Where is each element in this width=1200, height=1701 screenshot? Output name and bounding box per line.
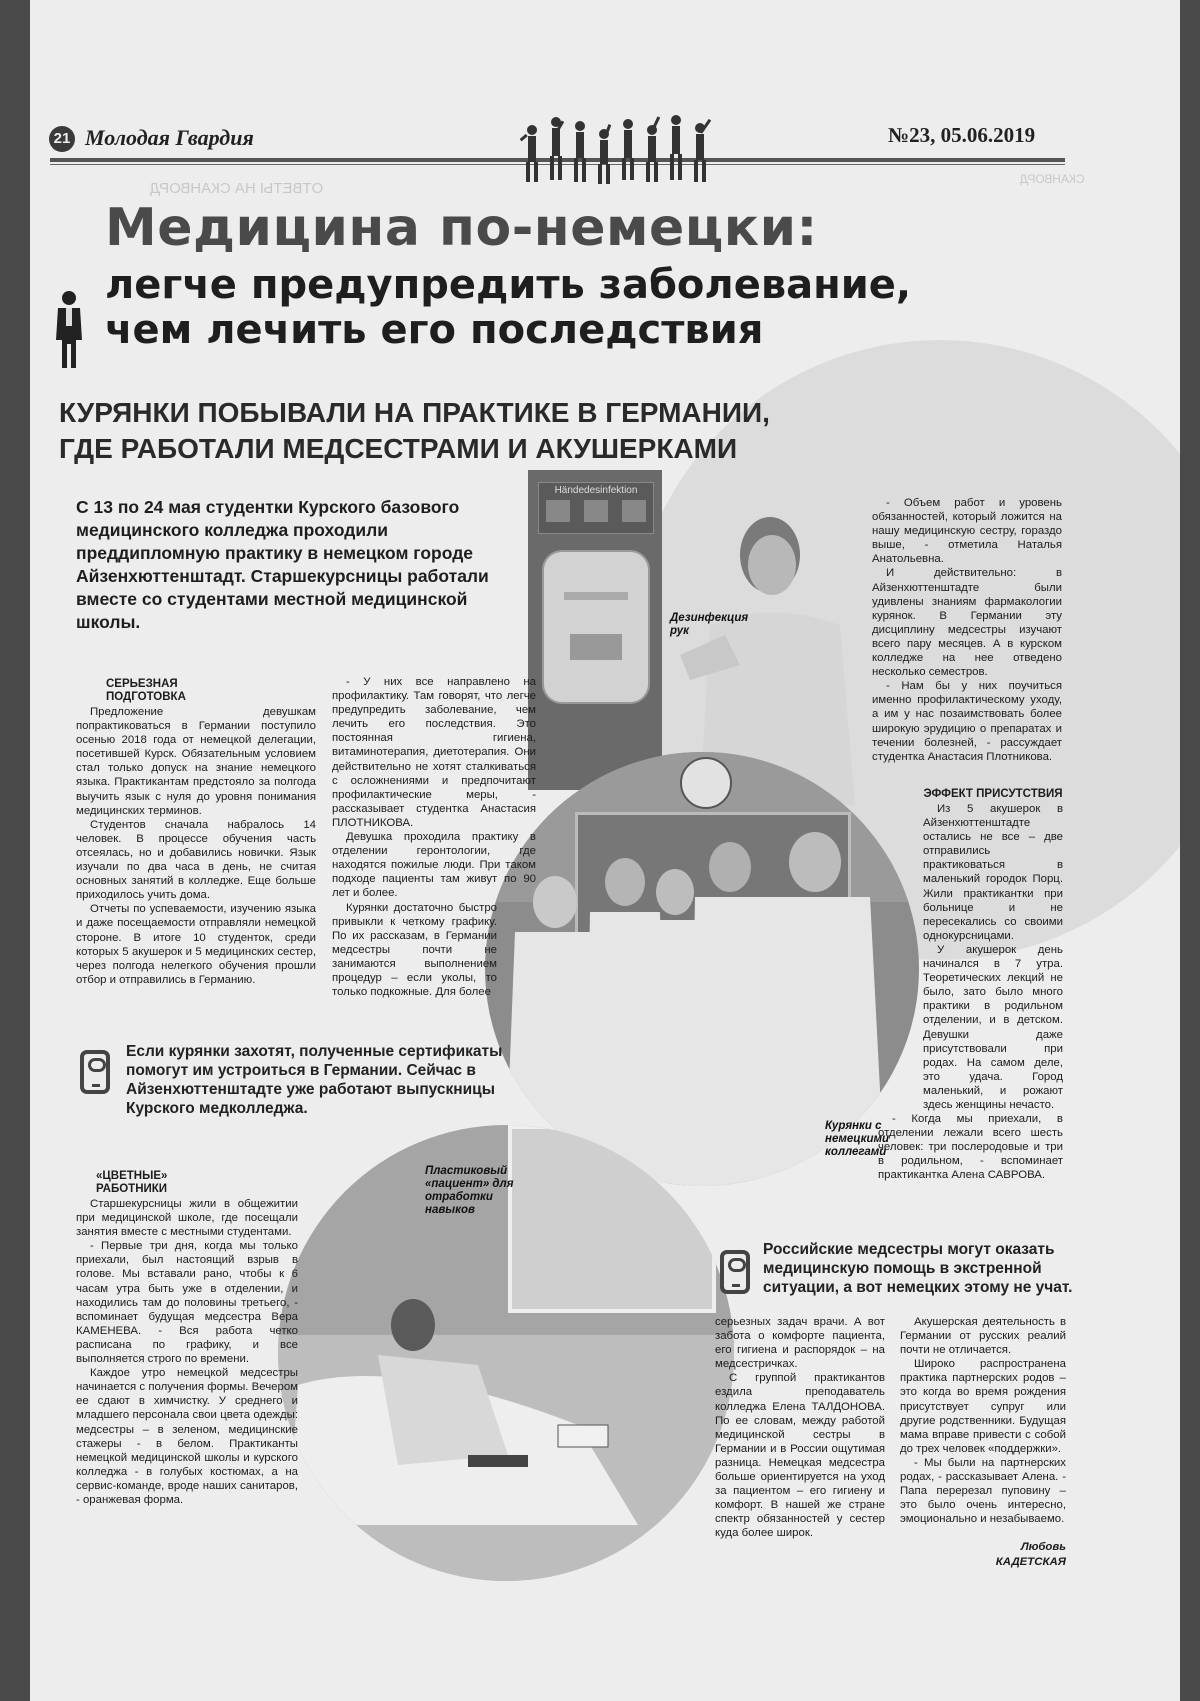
paragraph: С группой практикантов ездила преподаватель колледжа Елена ТАЛДОНОВА. По ее словам, между работой медицинской сестры в Германии и в России ощутимая разница. Немецкая медсестра больше ориентируется на уход за пациентом – его гигиену и комфорт. В нашей же стране спектр обязанностей у сестер куда более широк. (715, 1372, 885, 1540)
column-serious-preparation (76, 678, 316, 987)
photo-dispenser-panel (528, 470, 662, 790)
headline-line-1: Медицина по-немецки: (105, 198, 818, 258)
caption-patient: Пластиковый «пациент» для отработки навыков (425, 1165, 514, 1216)
paragraph: - Нам бы у них поучиться именно профилактическому уходу, а им у нас позаимствовать более широкую эрудицию о препаратах и течении болезней, - рассуждает студентка Анастасия Плотникова. (872, 680, 1062, 763)
paragraph: Из 5 акушерок в Айзенхюттенштадте остались не все – две отправились практиковаться в маленький городок Порц. Жили практикантки при больнице и не пересекались со своими однокурсницами. (923, 803, 1063, 942)
paragraph: Предложение девушкам попрактиковаться в Германии поступило осенью 2018 года от немецкой делегации, посетившей Курск. Обязательным условием стал только допуск на знание немецкого языка. Практикантам предстояло за полгода выучить язык с нуля до уровня понимания медицинских терминов. (76, 706, 316, 817)
lead-paragraph: С 13 по 24 мая студентки Курского базового медицинского колледжа проходили преддипломную практику в немецком городе Айзенхюттенштадт. Старшекурсницы работали вместе со студентами местной медицинской школы. (76, 497, 489, 632)
headline-line-2: легче предупредить заболевание, (105, 262, 912, 308)
issue-number-date: №23, 05.06.2019 (888, 123, 1036, 147)
quote-phone-icon-2 (720, 1250, 750, 1294)
subtitle-line-1: КУРЯНКИ ПОБЫВАЛИ НА ПРАКТИКЕ В ГЕРМАНИИ, (59, 397, 770, 428)
paragraph: Отчеты по успеваемости, изучению языка и даже посещаемости отправляли немецкой стороне. В итоге 10 студенток, среди которых 5 акушерок и 5 медицинских сестер, через полгода нелегкого обучения прошли отбор и отправились в Германию. (76, 903, 316, 986)
paragraph: - Первые три дня, когда мы только приехали, был настоящий взрыв в голове. Мы вставали рано, чтобы к 6 часам утра быть уже в отделении, и находились там до половины третьего, - вспоминает будущая медсестра Вера КАМЕНЕВА. - Вся работа четко расписана по графику, и все выполняется строго по времени. (76, 1240, 298, 1366)
paragraph: - Объем работ и уровень обязанностей, который ложится на нашу медицинскую сестру, гораздо выше, - отметила Наталья Анатольевна. (872, 497, 1062, 566)
paragraph: Широко распространена практика партнерских родов – это когда во время рождения присутствует супруг или другие родственники. Будущая мама вправе привести с собой до трех человек «поддержки». (900, 1358, 1066, 1455)
doctor-silhouette-icon (52, 290, 86, 370)
paragraph: Каждое утро немецкой медсестры начинается с получения формы. Вечером ее сдают в химчистку. У среднего и младшего персонала свои цвета одежды: медсестры – в зеленом, медицинские стажеры - в белом. Практиканты немецкой медицинской школы и курского колледжа - в голубых костюмах, а на сервис-команде, вроде наших санитаров, - оранжевая форма. (76, 1367, 298, 1506)
dispenser-unit (542, 550, 650, 704)
paragraph: Старшекурсницы жили в общежитии при медицинской школе, где посещали занятия вместе с местными студентами. (76, 1198, 298, 1239)
paragraph: Курянки достаточно быстро привыкли к четкому графику. По их рассказам, в Германии медсестры почти не занимаются выполнением процедур – если уколы, то только подкожные. Для более (332, 901, 497, 999)
paragraph: У акушерок день начинался в 7 утра. Теоретических лекций не было, зато было много практики в родильном отделении, и в детском. Девушки даже присутствовали при родах. На самом деле, это удача. Город маленький, и рожают здесь женщины нечасто. (923, 943, 1063, 1111)
subtitle-line-2: ГДЕ РАБОТАЛИ МЕДСЕСТРАМИ И АКУШЕРКАМИ (59, 433, 738, 464)
page-number: 21 (53, 130, 71, 147)
newspaper-name: Молодая Гвардия (85, 125, 254, 150)
column-presence-effect (878, 788, 1063, 1183)
bleed-through-text-right: СКАНВОРД (1020, 172, 1085, 186)
author-last-name: КАДЕТСКАЯ (995, 1555, 1066, 1568)
paragraph: - Мы были на партнерских родах, - рассказывает Алена. - Папа перерезал пуповину – это было очень интересно, эмоционально и незабываемо. (900, 1456, 1066, 1526)
dancing-people-icon (520, 108, 720, 188)
dispenser-sign (538, 482, 654, 534)
newspaper-page (30, 0, 1180, 1701)
paragraph: Девушка проходила практику в отделении геронтологии, где находятся пожилые люди. При таком подходе пациенты там живут по 90 лет и более. (332, 831, 536, 900)
caption-disinfection: Дезинфекция рук (670, 612, 749, 637)
column-obstetrics (900, 1315, 1066, 1569)
paragraph: - Когда мы приехали, в отделении лежали всего шесть человек: три послеродовые и три в родильном, - вспоминает практикантка Алена САВРОВА. (878, 1113, 1063, 1182)
subheading-serious-preparation: СЕРЬЕЗНАЯ ПОДГОТОВКА (106, 678, 186, 703)
paragraph: Студентов сначала набралось 14 человек. В процессе обучения часть отсеялась, но и добавились новички. Язык изучали по два часа в день, не считая основных занятий в колледже. Еще больше приходилось учить дома. (76, 818, 316, 902)
caption-group: Курянки с немецкими коллегами (825, 1120, 890, 1158)
paragraph: - У них все направлено на профилактику. Там говорят, что легче предупредить заболевание, чем лечить его последствия. Это постоянная гигиена, витаминотерапия, диетотерапия. Они действительно не хотят сталкиваться с осложнениями и предпочитают профилактические меры, - рассказывает студентка Анастасия ПЛОТНИКОВА. (332, 676, 536, 829)
subheading-presence-effect: ЭФФЕКТ ПРИСУТСТВИЯ (923, 788, 1063, 800)
paragraph: И действительно: в Айзенхюттенштадте были удивлены знаниям фармакологии курянок. В Германии эту дисциплину медсестры изучают всего пару месяцев. А в курском колледже на нее отведено несколько семестров. (872, 567, 1062, 679)
pull-quote-certificates: Если курянки захотят, полученные сертификаты помогут им устроиться в Германии. Сейчас в Айзенхюттенштадте уже работают выпускницы Курского медколледжа. (126, 1043, 503, 1117)
quote-phone-icon (80, 1050, 110, 1094)
subheading-colored-workers: «ЦВЕТНЫЕ» РАБОТНИКИ (96, 1170, 168, 1195)
paragraph: серьезных задач врачи. А вот забота о комфорте пациента, его гигиена и распорядок – на медсестричках. (715, 1316, 885, 1371)
bleed-through-text: ОТВЕТЫ НА СКАНВОРД (150, 180, 324, 197)
page-number-badge (49, 126, 75, 152)
column-prevention (332, 675, 536, 999)
pull-quote-emergency: Российские медсестры могут оказать медицинскую помощь в экстренной ситуации, а вот немецких этому не учат. (763, 1241, 1073, 1296)
paragraph: Акушерская деятельность в Германии от русских реалий почти не отличается. (900, 1316, 1066, 1357)
headline-line-3: чем лечить его последствия (105, 307, 764, 353)
author-first-name: Любовь (1020, 1541, 1066, 1554)
column-teacher-comments (715, 1315, 885, 1541)
column-responsibilities (872, 496, 1062, 764)
column-colored-workers (76, 1170, 298, 1507)
dispenser-sign-text: Händedesinfektion (554, 485, 638, 496)
dancing-people-logo (520, 108, 720, 188)
